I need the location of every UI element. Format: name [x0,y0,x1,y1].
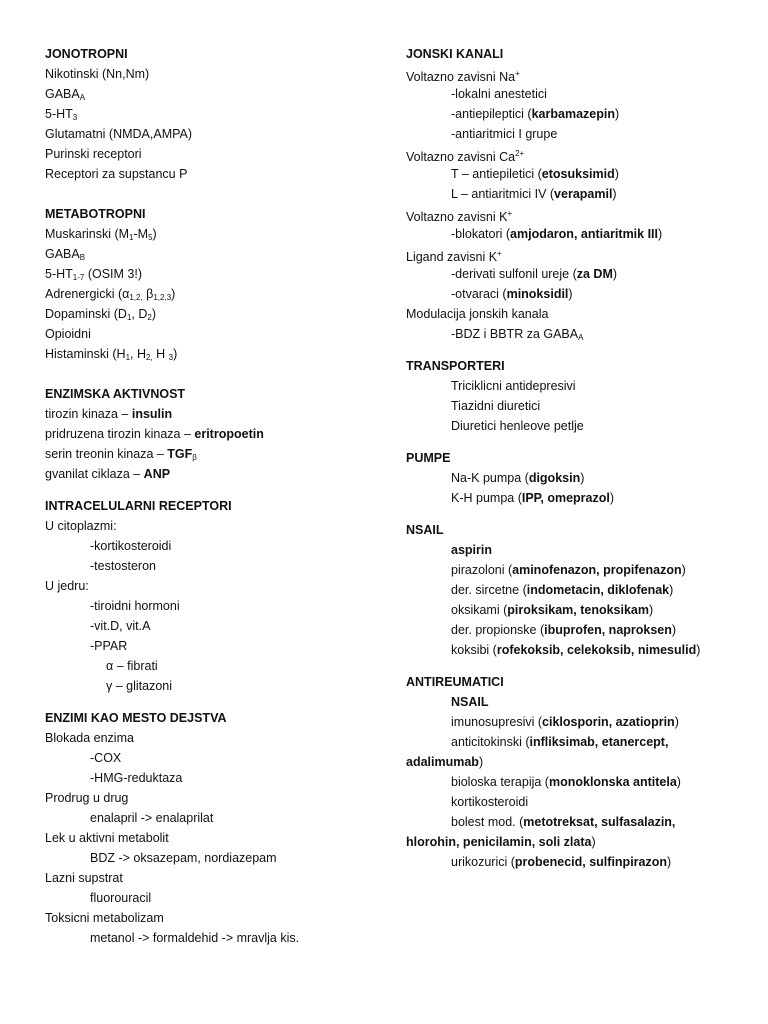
heading-metabotropni: METABOTROPNI [45,207,146,221]
item-t-antiepiletici: T – antiepiletici (etosuksimid) [451,167,619,181]
item-pridruzena-tirozin-kinaza: pridruzena tirozin kinaza – eritropoetin [45,427,264,441]
heading-enzimska-aktivnost: ENZIMSKA AKTIVNOST [45,387,186,401]
item-5ht3: $5-HT_3$ [45,107,78,122]
item-supstanca-p: Receptori za supstancu P [45,167,188,181]
item-gvanilat-ciklaza: gvanilat ciklaza – ANP [45,467,171,481]
item-nsail-sub: NSAIL [451,695,489,709]
item-triciklicni: Triciklicni antidepresivi [451,379,576,393]
item-bdz-bbtr: -BDZ i BBTR za $GABA_A$ [451,327,584,342]
item-der-sircetne: der. sircetne (indometacin, diklofenak) [451,583,674,597]
item-bioloska-terapija: bioloska terapija (monoklonska antitela) [451,775,681,789]
item-u-citoplazmi: U citoplazmi: [45,519,117,533]
item-u-jedru: U jedru: [45,579,89,593]
item-pirazoloni: pirazoloni (aminofenazon, propifenazon) [451,563,686,577]
item-nikotinski: Nikotinski (Nn,Nm) [45,67,150,81]
item-kortikosteroidi-ar: kortikosteroidi [451,795,529,809]
item-5ht-1-7: $5-HT_{1-7}$ (OSIM 3!) [45,267,142,282]
item-voltazno-ca: Voltazno zavisni $Ca^{2+}$ [406,149,525,164]
item-voltazno-k: Voltazno zavisni K+ [406,209,513,224]
item-k-h-pumpa: K-H pumpa (IPP, omeprazol) [451,491,615,505]
item-cox: -COX [90,751,122,765]
item-lokalni-anestetici: -lokalni anestetici [451,87,547,101]
item-ppar: -PPAR [90,639,128,653]
item-ligand-k: Ligand zavisni K+ [406,249,502,264]
item-vitamini: -vit.D, vit.A [90,619,151,633]
item-fluorouracil: fluorouracil [90,891,152,905]
item-bdz-metaboliti: BDZ -> oksazepam, nordiazepam [90,851,277,865]
item-anticitokinski: anticitokinski (infliksimab, etanercept, adalimumab) [406,735,669,769]
item-imunosupresivi: imunosupresivi (ciklosporin, azatioprin) [451,715,679,729]
left-column [45,44,375,948]
item-hmg-reduktaza: -HMG-reduktaza [90,771,183,785]
heading-pumpe: PUMPE [406,451,451,465]
item-metanol: metanol -> formaldehid -> mravlja kis. [90,931,300,945]
heading-jonotropni: JONOTROPNI [45,47,128,61]
item-toksicni-metabolizam: Toksicni metabolizam [45,911,164,925]
item-oksikami: oksikami (piroksikam, tenoksikam) [451,603,654,617]
heading-jonski-kanali: JONSKI KANALI [406,47,504,61]
item-tirozin-kinaza: tirozin kinaza – insulin [45,407,173,421]
item-serin-treonin-kinaza: serin treonin kinaza – $TGF_\beta$ [45,447,197,462]
item-prodrug: Prodrug u drug [45,791,129,805]
item-antiaritmici-i: -antiaritmici I grupe [451,127,558,141]
item-voltazno-na: Voltazno zavisni Na+ [406,69,520,84]
heading-nsail: NSAIL [406,523,444,537]
item-enalapril: enalapril -> enalaprilat [90,811,214,825]
item-histaminski: Histaminski ($H_1$, $H_{2,}$ H $_3$) [45,347,178,362]
item-der-propionske: der. propionske (ibuprofen, naproksen) [451,623,677,637]
item-blokada-enzima: Blokada enzima [45,731,134,745]
item-l-antiaritmici: L – antiaritmici IV (verapamil) [451,187,617,201]
item-aspirin: aspirin [451,543,492,557]
item-lek-u-aktivni-metabolit: Lek u aktivni metabolit [45,831,169,845]
item-glutamatni: Glutamatni (NMDA,AMPA) [45,127,193,141]
item-opioidni: Opioidni [45,327,91,341]
heading-antireumatici: ANTIREUMATICI [406,675,504,689]
item-blokatori: -blokatori (amjodaron, antiaritmik III) [451,227,663,241]
item-bolest-mod: bolest mod. (metotreksat, sulfasalazin, hlorohin, penicilamin, soli zlata) [406,815,676,849]
item-glitazoni: γ – glitazoni [106,679,173,693]
item-urikozurici: urikozurici (probenecid, sulfinpirazon) [451,855,672,869]
item-purinski: Purinski receptori [45,147,142,161]
item-tiazidni: Tiazidni diuretici [451,399,541,413]
item-lazni-supstrat: Lazni supstrat [45,871,123,885]
item-tiroidni-hormoni: -tiroidni hormoni [90,599,180,613]
heading-transporteri: TRANSPORTERI [406,359,505,373]
heading-intracelularni-receptori: INTRACELULARNI RECEPTORI [45,499,232,513]
item-dopaminski: Dopaminski ($D_1$, $D_2$) [45,307,157,322]
item-koksibi: koksibi (rofekoksib, celekoksib, nimesulid) [451,643,701,657]
right-column [406,44,756,872]
item-modulacija: Modulacija jonskih kanala [406,307,549,321]
item-gaba-a: $GABA_A$ [45,87,86,102]
item-otvaraci: -otvaraci (minoksidil) [451,287,573,301]
item-gaba-b: $GABA_B$ [45,247,86,262]
item-testosteron: -testosteron [90,559,157,573]
item-na-k-pumpa: Na-K pumpa (digoksin) [451,471,585,485]
item-derivati-sulfonil-ureje: -derivati sulfonil ureje (za DM) [451,267,618,281]
item-adrenergicki: Adrenergicki ($\alpha_{1,2,}$ $\beta_{1,2,3}$) [45,287,176,302]
item-kortikosteroidi: -kortikosteroidi [90,539,172,553]
heading-enzimi-kao-mesto-dejstva: ENZIMI KAO MESTO DEJSTVA [45,711,227,725]
item-fibrati: α – fibrati [106,659,158,673]
item-henleove-petlje: Diuretici henleove petlje [451,419,584,433]
item-antiepileptici: -antiepileptici (karbamazepin) [451,107,620,121]
item-muskarinski: Muskarinski $(M_1-M_5)$ [45,227,157,242]
